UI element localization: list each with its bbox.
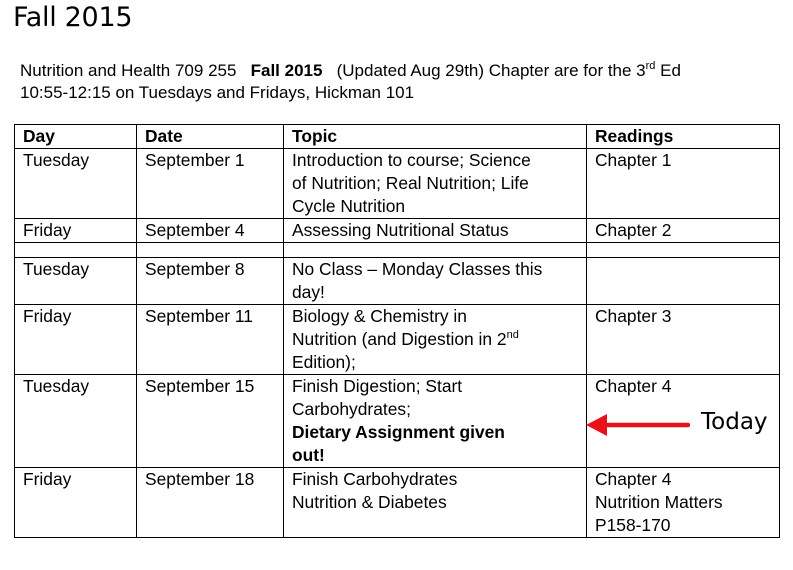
table-row <box>15 468 780 538</box>
header-row <box>15 125 780 149</box>
topic-line: day! <box>292 282 325 302</box>
topic-line: of Nutrition; Real Nutrition; Life <box>292 173 529 193</box>
reading-line: Chapter 4 <box>595 469 672 489</box>
header-topic: Topic <box>284 125 587 149</box>
day-cell <box>15 243 137 258</box>
table-row <box>15 305 780 375</box>
topic-line: No Class – Monday Classes this <box>292 259 543 279</box>
ordinal-superscript: nd <box>506 329 519 341</box>
topic-line-bold: Dietary Assignment given <box>292 422 505 442</box>
table-row <box>15 258 780 305</box>
today-label: Today <box>701 409 768 435</box>
topic-cell <box>284 258 587 305</box>
table-row <box>15 219 780 243</box>
topic-line: Finish Digestion; Start <box>292 376 463 396</box>
schedule-table <box>14 124 780 538</box>
topic-line: Cycle Nutrition <box>292 196 406 216</box>
course-info-line-1 <box>20 60 681 82</box>
date-cell: September 18 <box>137 468 284 538</box>
topic-line: Assessing Nutritional Status <box>292 220 509 240</box>
readings-cell <box>587 219 780 243</box>
topic-cell <box>284 219 587 243</box>
reading-line: Chapter 3 <box>595 306 672 326</box>
reading-line: Chapter 1 <box>595 150 672 170</box>
day-cell: Friday <box>15 219 137 243</box>
topic-line: Biology & Chemistry in <box>292 306 467 326</box>
readings-cell <box>587 305 780 375</box>
reading-line: Chapter 4 <box>595 376 672 396</box>
day-cell: Tuesday <box>15 149 137 219</box>
header-day: Day <box>15 125 137 149</box>
reading-line: P158-170 <box>595 515 671 535</box>
course-info-line-2: 10:55-12:15 on Tuesdays and Fridays, Hickman 101 <box>20 83 415 102</box>
topic-text: Nutrition (and Digestion in 2 <box>292 329 507 349</box>
reading-line: Nutrition Matters <box>595 492 723 512</box>
ordinal-superscript: rd <box>645 60 656 72</box>
topic-cell <box>284 375 587 468</box>
topic-line <box>292 328 582 351</box>
topic-cell <box>284 468 587 538</box>
date-cell: September 11 <box>137 305 284 375</box>
day-cell: Friday <box>15 468 137 538</box>
table-row <box>15 149 780 219</box>
term-label: Fall 2015 <box>250 61 323 80</box>
topic-line: Edition); <box>292 352 356 372</box>
header-date: Date <box>137 125 284 149</box>
day-cell: Friday <box>15 305 137 375</box>
header-readings: Readings <box>587 125 780 149</box>
date-cell <box>137 243 284 258</box>
topic-line: Carbohydrates; <box>292 399 411 419</box>
table-row-empty <box>15 243 780 258</box>
course-name: Nutrition and Health 709 255 <box>20 61 237 80</box>
edition-suffix: Ed <box>655 61 681 80</box>
topic-line: Introduction to course; Science <box>292 150 531 170</box>
update-note: (Updated Aug 29th) Chapter are for the 3 <box>336 61 646 80</box>
left-arrow-icon <box>585 412 690 438</box>
readings-cell <box>587 258 780 305</box>
slide-title: Fall 2015 <box>13 2 133 33</box>
course-info <box>20 60 681 104</box>
readings-cell <box>587 243 780 258</box>
readings-cell <box>587 149 780 219</box>
topic-line: Finish Carbohydrates <box>292 469 458 489</box>
topic-line-bold: out! <box>292 445 325 465</box>
topic-cell <box>284 305 587 375</box>
date-cell: September 4 <box>137 219 284 243</box>
topic-line: Nutrition & Diabetes <box>292 492 447 512</box>
reading-line: Chapter 2 <box>595 220 672 240</box>
topic-cell <box>284 243 587 258</box>
readings-cell <box>587 468 780 538</box>
date-cell: September 1 <box>137 149 284 219</box>
day-cell: Tuesday <box>15 375 137 468</box>
date-cell: September 8 <box>137 258 284 305</box>
date-cell: September 15 <box>137 375 284 468</box>
topic-cell <box>284 149 587 219</box>
day-cell: Tuesday <box>15 258 137 305</box>
